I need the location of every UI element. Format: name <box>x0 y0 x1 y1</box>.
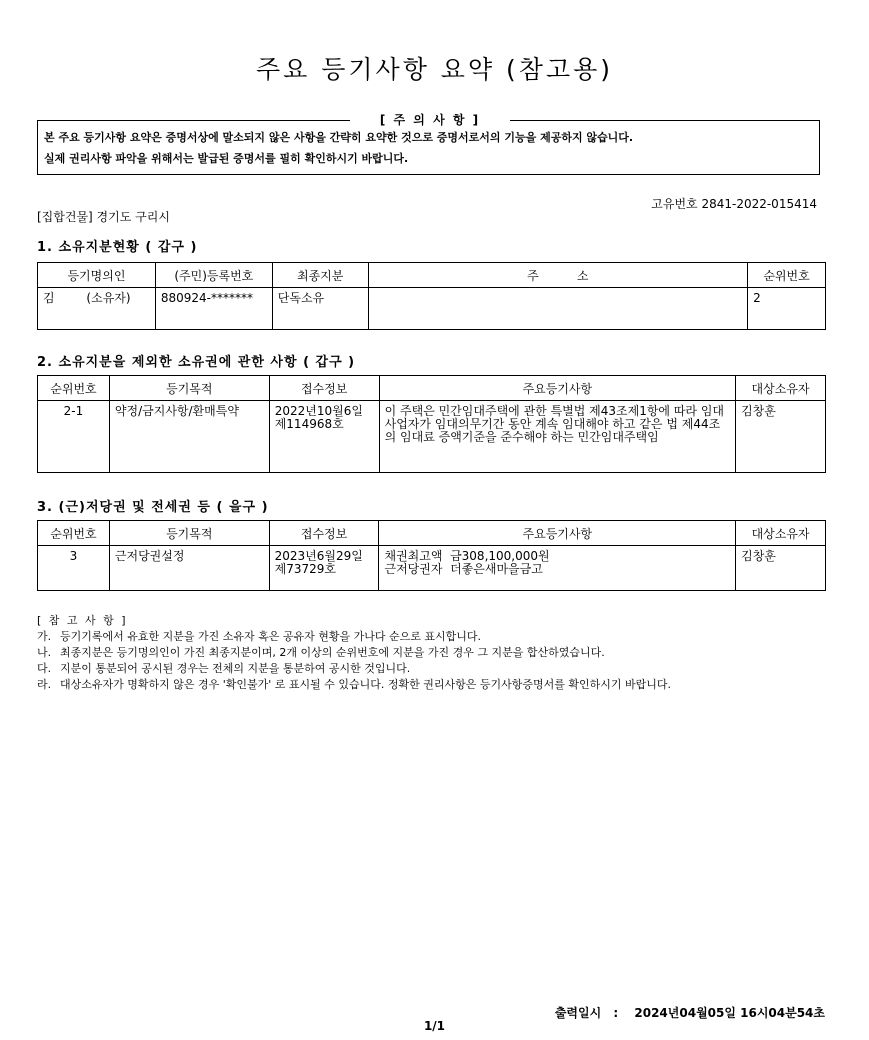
mortgagee: 근저당권자 더좋은새마을금고 <box>384 562 543 576</box>
notice-line-1: 본 주요 등기사항 요약은 증명서상에 말소되지 않은 사항을 간략히 요약한 것으로 증명서로서의 기능을 제공하지 않습니다. <box>44 131 634 144</box>
table-header-row <box>38 263 826 288</box>
owner-cell <box>38 288 156 330</box>
max-claim-amount: 채권최고액 금308,100,000원 <box>384 549 550 563</box>
reference-list <box>37 629 807 693</box>
receipt-number: 제114968호 <box>274 417 344 431</box>
owner-cell: 김창훈 <box>736 546 826 591</box>
notice-line-2: 실제 권리사항 파악을 위해서는 발급된 증명서를 필히 확인하시기 바랍니다. <box>44 152 409 165</box>
table-row <box>38 546 826 591</box>
details-cell <box>379 546 736 591</box>
table-header-row <box>38 521 826 546</box>
rights-table <box>37 375 826 473</box>
col-header-receipt: 접수정보 <box>269 521 379 546</box>
page-number: 1/1 <box>423 1019 446 1033</box>
item-label: 가. <box>37 630 52 643</box>
col-header-details: 주요등기사항 <box>379 521 736 546</box>
document-title: 주요 등기사항 요약 (참고용) <box>256 55 613 84</box>
building-address: [집합건물] 경기도 구리시 <box>37 210 170 224</box>
item-text: 지분이 통분되어 공시된 경우는 전체의 지분을 통분하여 공시한 것입니다. <box>60 662 411 675</box>
table-row <box>38 288 826 330</box>
col-header-purpose: 등기목적 <box>109 521 269 546</box>
item-text: 등기기록에서 유효한 지분을 가진 소유자 혹은 공유자 현황을 가나다 순으로 표시합니다. <box>60 630 481 643</box>
list-item <box>37 629 807 645</box>
table-header-row <box>38 376 826 401</box>
owner-cell: 김창훈 <box>736 401 826 473</box>
list-item <box>37 661 807 677</box>
col-header-regno: (주민)등록번호 <box>155 263 272 288</box>
col-header-address: 주 소 <box>368 263 747 288</box>
receipt-date: 2023년6월29일 <box>274 549 363 563</box>
purpose-cell: 근저당권설정 <box>109 546 269 591</box>
notice-header: [ 주 의 사 항 ] <box>379 113 481 127</box>
receipt-cell <box>269 546 379 591</box>
item-label: 나. <box>37 646 52 659</box>
section1-title: 1. 소유지분현황 ( 갑구 ) <box>37 240 198 255</box>
reg-no-cell: 880924-******* <box>155 288 272 330</box>
section3-title: 3. (근)저당권 및 전세권 등 ( 을구 ) <box>37 500 269 515</box>
rank-cell: 2-1 <box>38 401 110 473</box>
purpose-cell: 약정/금지사항/환매특약 <box>109 401 269 473</box>
owner-role: (소유자) <box>86 291 131 305</box>
col-header-purpose: 등기목적 <box>109 376 269 401</box>
col-header-owner: 대상소유자 <box>736 376 826 401</box>
section2-title: 2. 소유지분을 제외한 소유권에 관한 사항 ( 갑구 ) <box>37 355 356 370</box>
receipt-cell <box>269 401 379 473</box>
table-row <box>38 401 826 473</box>
col-header-details: 주요등기사항 <box>379 376 735 401</box>
col-header-name: 등기명의인 <box>38 263 156 288</box>
rank-cell: 3 <box>38 546 110 591</box>
details-cell: 이 주택은 민간임대주택에 관한 특별법 제43조제1항에 따라 임대사업자가 임대의무기간 동안 계속 임대해야 하고 같은 법 제44조의 임대료 증액기준을 준수해야 하는 민간임대주택임 <box>379 401 735 473</box>
notice-text <box>44 127 816 169</box>
col-header-receipt: 접수정보 <box>269 376 379 401</box>
col-header-owner: 대상소유자 <box>736 521 826 546</box>
share-cell: 단독소유 <box>272 288 368 330</box>
mortgage-table <box>37 520 826 591</box>
reference-header: [ 참 고 사 항 ] <box>37 614 128 627</box>
output-value: 2024년04월05일 16시04분54초 <box>634 1006 825 1020</box>
list-item <box>37 677 807 693</box>
output-separator: : <box>613 1006 619 1020</box>
address-cell <box>368 288 747 330</box>
output-label: 출력일시 <box>554 1006 602 1020</box>
rank-cell: 2 <box>748 288 826 330</box>
col-header-share: 최종지분 <box>272 263 368 288</box>
col-header-rank: 순위번호 <box>748 263 826 288</box>
ownership-table <box>37 262 826 330</box>
owner-name: 김 <box>43 291 55 305</box>
item-text: 대상소유자가 명확하지 않은 경우 '확인불가' 로 표시될 수 있습니다. 정확한 권리사항은 등기사항증명서를 확인하시기 바랍니다. <box>60 678 672 691</box>
receipt-date: 2022년10월6일 <box>274 404 363 418</box>
receipt-number: 제73729호 <box>274 562 336 576</box>
item-label: 라. <box>37 678 52 691</box>
col-header-rank: 순위번호 <box>38 521 110 546</box>
item-text: 최종지분은 등기명의인이 가진 최종지분이며, 2개 이상의 순위번호에 지분을 가진 경우 그 지분을 합산하였습니다. <box>60 646 605 659</box>
list-item <box>37 645 807 661</box>
unique-number: 고유번호 2841-2022-015414 <box>651 197 817 211</box>
col-header-rank: 순위번호 <box>38 376 110 401</box>
item-label: 다. <box>37 662 52 675</box>
